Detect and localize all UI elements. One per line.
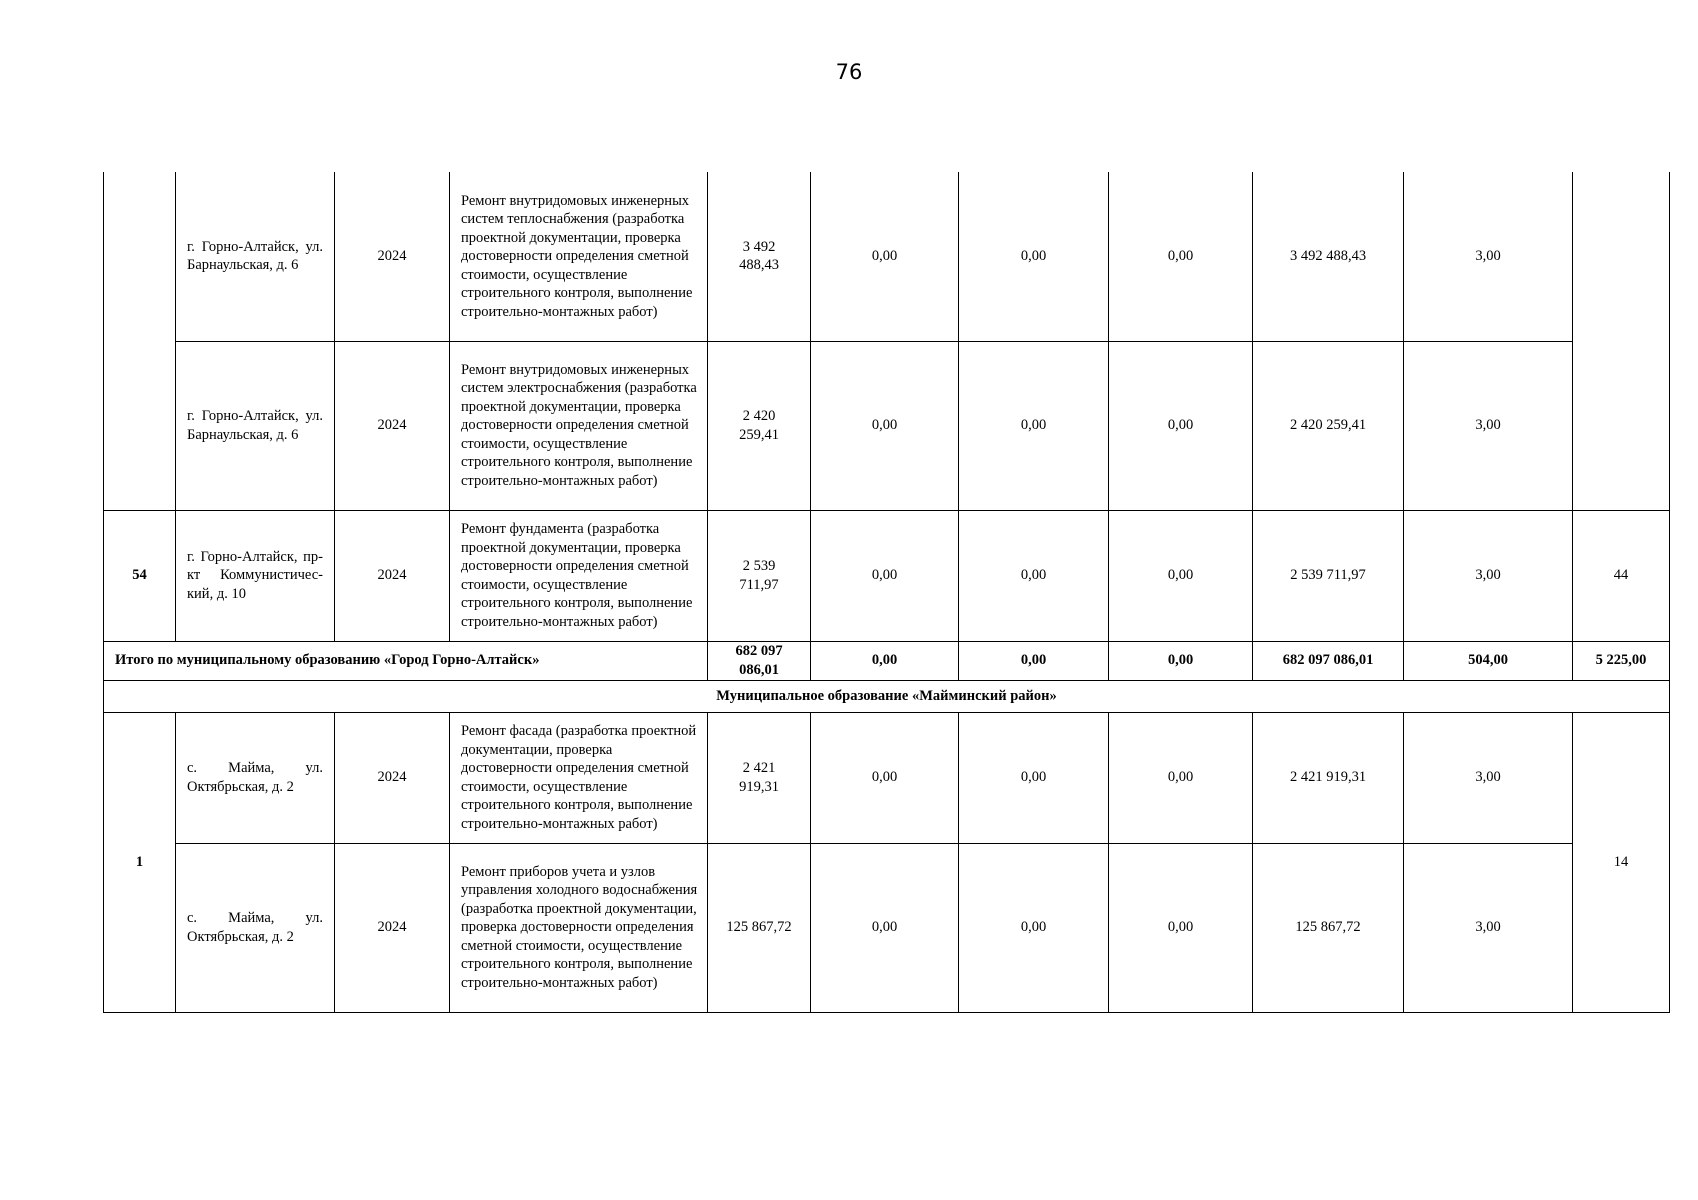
value-cell: 0,00	[1109, 510, 1253, 641]
total-cost-line1: 2 539	[742, 558, 776, 574]
row-number-cell: 54	[104, 510, 176, 641]
value-cell: 0,00	[811, 843, 959, 1012]
last-column-cell: 44	[1573, 510, 1670, 641]
last-column-cell	[1573, 172, 1670, 510]
total-cost-cell	[708, 712, 811, 843]
last-column-cell: 14	[1573, 712, 1670, 1012]
subtotal-value: 5 225,00	[1573, 641, 1670, 680]
value-cell: 2 421 919,31	[1253, 712, 1404, 843]
value-cell: 0,00	[811, 172, 959, 341]
value-cell: 3,00	[1404, 341, 1573, 510]
total-cost-line1: 3 492	[742, 238, 776, 255]
subtotal-value: 0,00	[811, 641, 959, 680]
table-row	[104, 712, 1670, 843]
value-cell: 0,00	[959, 341, 1109, 510]
total-cost-cell	[708, 510, 811, 641]
repair-program-table	[103, 172, 1670, 1013]
year-cell: 2024	[335, 510, 450, 641]
subtotal-label: Итого по муниципальному образованию «Город Горно-Алтайск»	[104, 641, 708, 680]
value-cell: 0,00	[811, 510, 959, 641]
value-cell: 3,00	[1404, 843, 1573, 1012]
table-row	[104, 843, 1670, 1012]
value-cell: 0,00	[811, 341, 959, 510]
address-cell: г. Горно-Алтайск, ул. Барнаульская, д. 6	[176, 341, 335, 510]
work-description-cell: Ремонт фундамента (разработка проектной документации, проверка достоверности определения сметной стоимости, осуществление строительного контроля, выполнение строительно-монтажных работ)	[450, 510, 708, 641]
total-cost-cell	[708, 172, 811, 341]
value-cell: 0,00	[1109, 172, 1253, 341]
value-cell: 0,00	[959, 712, 1109, 843]
subtotal-value: 0,00	[1109, 641, 1253, 680]
address-cell: г. Горно-Алтайск, пр-кт Коммунистичес-кий, д. 10	[176, 510, 335, 641]
section-header-row	[104, 680, 1670, 712]
value-cell: 3 492 488,43	[1253, 172, 1404, 341]
work-description-cell: Ремонт фасада (разработка проектной документации, проверка достоверности определения сметной стоимости, осуществление строительного контроля, выполнение строительно-монтажных работ)	[450, 712, 708, 843]
value-cell: 0,00	[1109, 712, 1253, 843]
work-description-cell: Ремонт внутридомовых инженерных систем электроснабжения (разработка проектной документации, проверка достоверности определения сметной стоимости, осуществление строительного контроля, выполнение строительно-монтажных работ)	[450, 341, 708, 510]
page-number: 76	[835, 60, 863, 84]
subtotal-value: 0,00	[959, 641, 1109, 680]
table-row	[104, 341, 1670, 510]
year-cell: 2024	[335, 843, 450, 1012]
subtotal-row	[104, 641, 1670, 680]
value-cell: 0,00	[959, 172, 1109, 341]
table-row	[104, 510, 1670, 641]
row-number-cell	[104, 172, 176, 510]
value-cell: 3,00	[1404, 712, 1573, 843]
table-row	[104, 172, 1670, 341]
address-cell: с. Майма, ул. Октябрьская, д. 2	[176, 712, 335, 843]
value-cell: 2 539 711,97	[1253, 510, 1404, 641]
subtotal-value: 682 097 086,01	[1253, 641, 1404, 680]
year-cell: 2024	[335, 172, 450, 341]
value-cell: 0,00	[959, 843, 1109, 1012]
value-cell: 125 867,72	[1253, 843, 1404, 1012]
year-cell: 2024	[335, 341, 450, 510]
year-cell: 2024	[335, 712, 450, 843]
subtotal-cost-line1: 682 097	[735, 643, 783, 659]
total-cost-line1: 2 421	[742, 760, 776, 776]
total-cost-line2: 259,41	[739, 426, 779, 443]
value-cell: 3,00	[1404, 172, 1573, 341]
total-cost-cell	[708, 341, 811, 510]
address-cell: г. Горно-Алтайск, ул. Барнаульская, д. 6	[176, 172, 335, 341]
subtotal-value: 504,00	[1404, 641, 1573, 680]
value-cell: 0,00	[811, 712, 959, 843]
value-cell: 0,00	[1109, 341, 1253, 510]
row-number-cell: 1	[104, 712, 176, 1012]
section-title: Муниципальное образование «Майминский район»	[104, 680, 1670, 712]
work-description-cell: Ремонт внутридомовых инженерных систем теплоснабжения (разработка проектной документации, проверка достоверности определения сметной стоимости, осуществление строительного контроля, выполнение строительно-монтажных работ)	[450, 172, 708, 341]
value-cell: 0,00	[1109, 843, 1253, 1012]
value-cell: 0,00	[959, 510, 1109, 641]
total-cost-line1: 2 420	[742, 408, 776, 424]
total-cost-cell: 125 867,72	[708, 843, 811, 1012]
address-cell: с. Майма, ул. Октябрьская, д. 2	[176, 843, 335, 1012]
total-cost-line2: 711,97	[739, 576, 779, 593]
total-cost-line2: 919,31	[739, 778, 779, 795]
subtotal-cost-line2: 086,01	[739, 661, 779, 678]
total-cost-line2: 488,43	[739, 257, 779, 274]
subtotal-cost-cell	[708, 641, 811, 680]
work-description-cell: Ремонт приборов учета и узлов управления холодного водоснабжения (разработка проектной документации, проверка достоверности определения сметной стоимости, осуществление строительного контроля, выполнение строительно-монтажных работ)	[450, 843, 708, 1012]
value-cell: 2 420 259,41	[1253, 341, 1404, 510]
value-cell: 3,00	[1404, 510, 1573, 641]
